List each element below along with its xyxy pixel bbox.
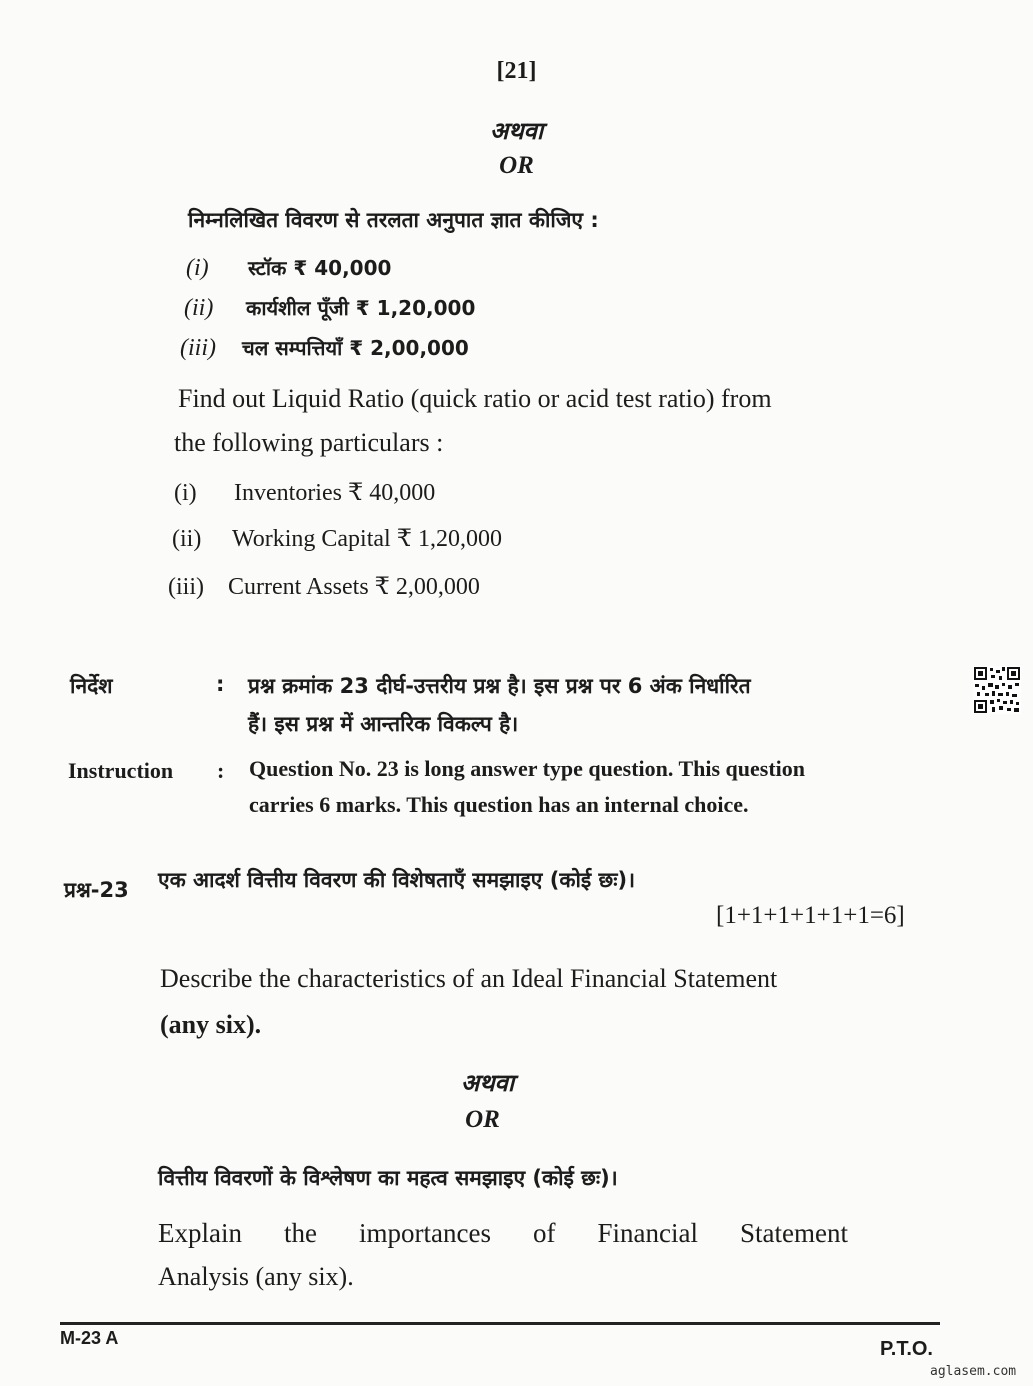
- or-hindi-1: अथवा: [489, 119, 544, 145]
- word: the: [284, 1218, 317, 1248]
- item-number: (i): [186, 255, 209, 281]
- footer-pto: P.T.O.: [880, 1338, 933, 1360]
- or-english-1: OR: [499, 152, 534, 179]
- word: Financial: [597, 1218, 698, 1248]
- footer-rule: [60, 1322, 940, 1325]
- q22-alt-english-item: [168, 572, 480, 601]
- qr-code-icon: [973, 666, 1021, 714]
- item-text: Working Capital ₹ 1,20,000: [232, 526, 502, 552]
- q22-alt-hindi-item: [184, 294, 475, 322]
- question-23-english-line1: Describe the characteristics of an Ideal Financial Statement: [160, 964, 778, 993]
- word: Statement: [740, 1218, 848, 1248]
- page-number: [21]: [496, 58, 537, 84]
- q22-alt-hindi-item: [180, 334, 469, 362]
- item-text: स्टॉक ₹ 40,000: [248, 256, 392, 280]
- word: of: [533, 1218, 556, 1248]
- item-number: (iii): [180, 335, 216, 361]
- q22-alt-english-intro-line2: the following particulars :: [174, 428, 444, 457]
- item-text: चल सम्पत्तियाँ ₹ 2,00,000: [242, 336, 469, 360]
- q22-alt-hindi-item: [186, 254, 391, 282]
- item-text: कार्यशील पूँजी ₹ 1,20,000: [246, 296, 476, 320]
- question-23-alt-hindi-text: वित्तीय विवरणों के विश्लेषण का महत्व समझाइए (कोई छः)।: [158, 1166, 618, 1190]
- or-hindi-2: अथवा: [460, 1071, 515, 1097]
- or-english-2: OR: [465, 1106, 500, 1133]
- item-text: Inventories ₹ 40,000: [234, 480, 436, 506]
- q22-alt-english-item: [172, 524, 502, 553]
- instruction-english-colon: :: [217, 758, 225, 783]
- word: importances: [359, 1218, 491, 1248]
- q22-alt-hindi-intro: निम्नलिखित विवरण से तरलता अनुपात ज्ञात कीजिए :: [188, 208, 599, 232]
- question-23-marks: [1+1+1+1+1+1=6]: [716, 902, 905, 929]
- instruction-hindi-line2: हैं। इस प्रश्न में आन्तरिक विकल्प है।: [248, 712, 519, 736]
- instruction-english-label: Instruction: [68, 758, 174, 783]
- item-number: (ii): [184, 295, 214, 321]
- instruction-english-line1: Question No. 23 is long answer type question. This question: [249, 756, 806, 781]
- item-number: (ii): [172, 526, 202, 552]
- word: Explain: [158, 1218, 242, 1248]
- question-23-label: प्रश्न-23: [64, 878, 129, 902]
- q22-alt-english-item: [174, 478, 435, 507]
- question-23-hindi-text: एक आदर्श वित्तीय विवरण की विशेषताएँ समझाइए (कोई छः)।: [158, 868, 636, 892]
- instruction-english-line2: carries 6 marks. This question has an internal choice.: [249, 792, 749, 817]
- question-23-english-line2: (any six).: [160, 1010, 262, 1039]
- item-text: Current Assets ₹ 2,00,000: [228, 574, 480, 600]
- instruction-hindi-label: निर्देश: [70, 674, 113, 698]
- question-23-alt-english-line1: [158, 1218, 848, 1249]
- question-23-alt-english-line2: Analysis (any six).: [158, 1262, 354, 1291]
- footer-code: M-23 A: [60, 1328, 119, 1348]
- watermark: aglasem.com: [930, 1364, 1017, 1379]
- q22-alt-english-intro-line1: Find out Liquid Ratio (quick ratio or acid test ratio) from: [178, 384, 772, 413]
- item-number: (iii): [168, 574, 204, 600]
- instruction-hindi-colon: :: [216, 672, 225, 696]
- instruction-hindi-line1: प्रश्न क्रमांक 23 दीर्घ-उत्तरीय प्रश्न है। इस प्रश्न पर 6 अंक निर्धारित: [248, 674, 751, 698]
- item-number: (i): [174, 480, 197, 506]
